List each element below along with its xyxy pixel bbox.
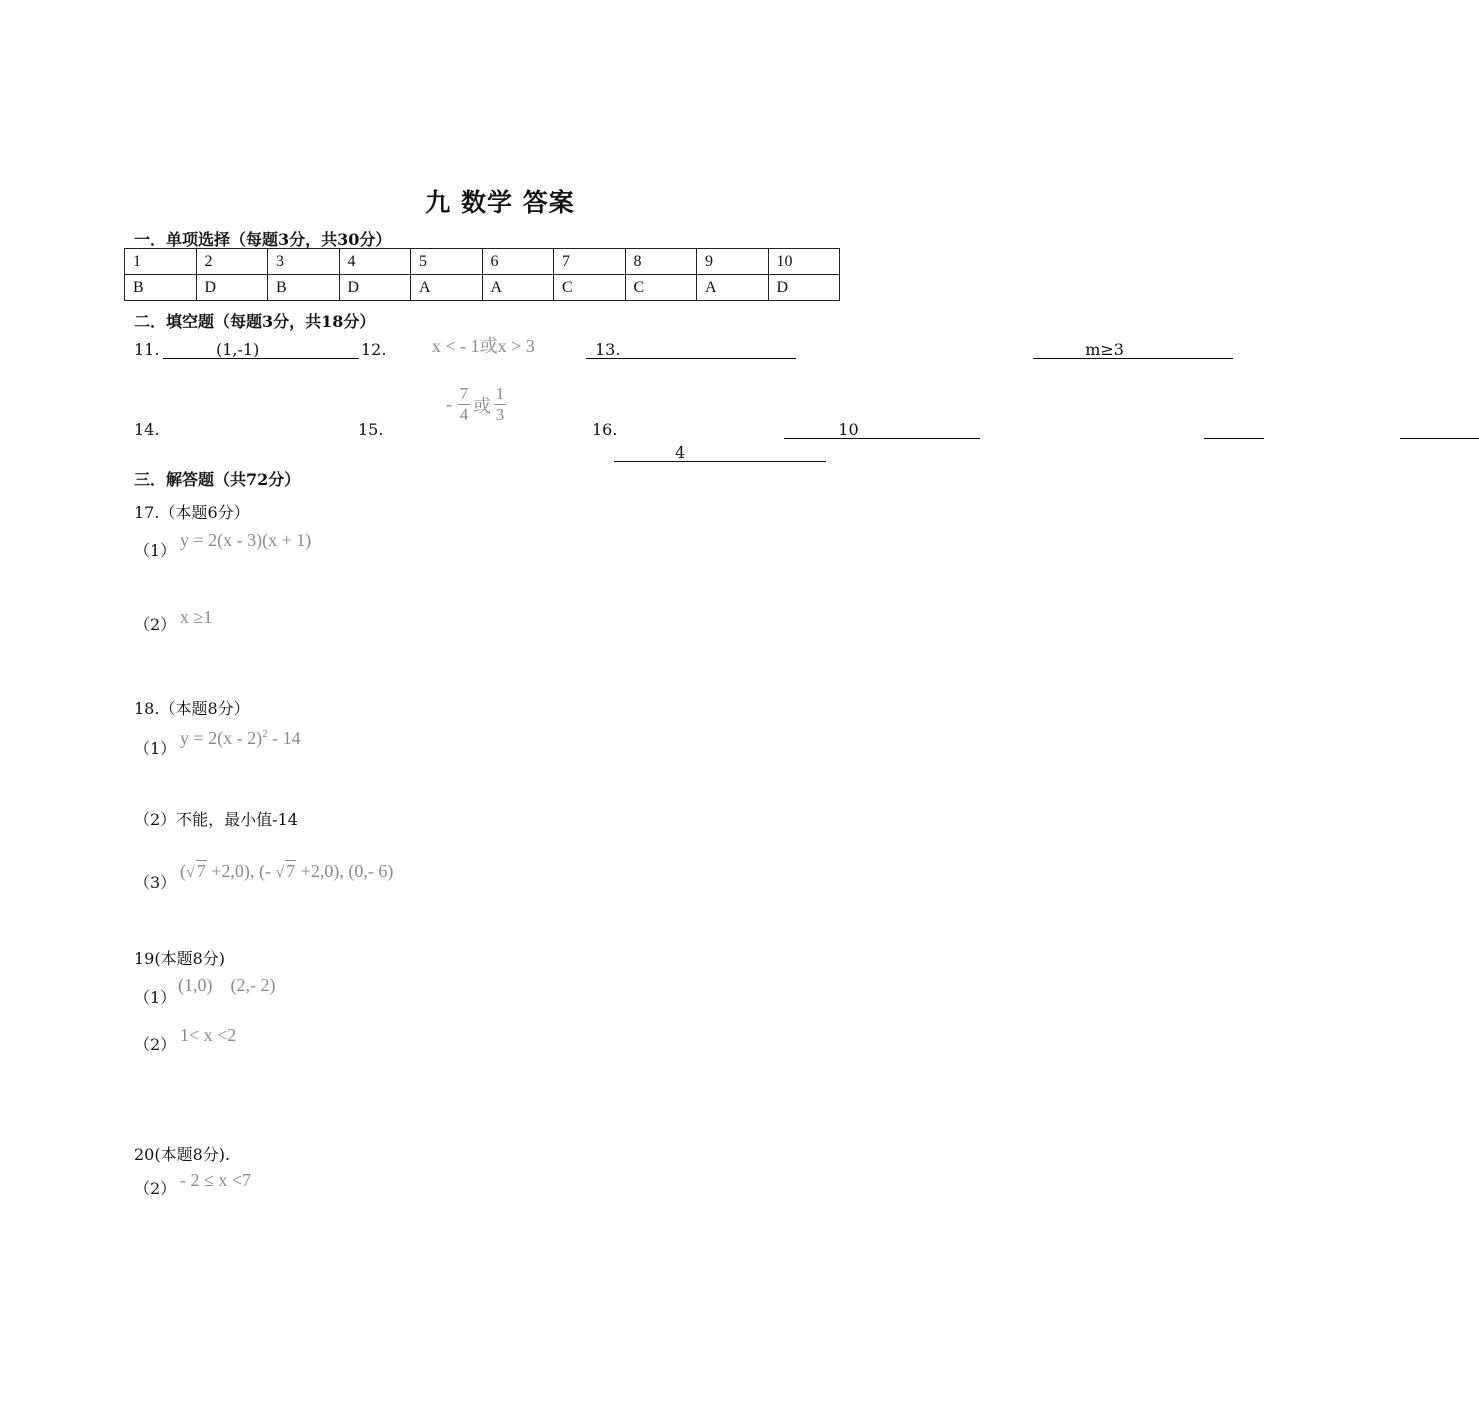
q15-answer bbox=[446, 384, 506, 425]
table-cell-number: 9 bbox=[697, 249, 769, 275]
q18-part3-b-tail: +2,0), bbox=[296, 861, 344, 881]
table-cell-answer: D bbox=[339, 275, 411, 301]
page-title: 九 数学 答案 bbox=[425, 188, 575, 217]
q18-part3-c: (0,- 6) bbox=[343, 861, 394, 881]
q12-label: 12. bbox=[361, 340, 387, 359]
section-heading-fill: 二．填空题（每题3分，共18分） bbox=[134, 312, 376, 331]
q15-or: 或 bbox=[473, 395, 491, 416]
q19-part2-label: （2） bbox=[134, 1035, 177, 1054]
q18-part3-a-tail: +2,0), bbox=[206, 861, 255, 881]
q18-part1-main: y = 2(x - 2) bbox=[180, 728, 263, 748]
q11-answer: (1,-1) bbox=[216, 340, 260, 359]
table-cell-number: 4 bbox=[339, 249, 411, 275]
q13-answer: m≥3 bbox=[1085, 340, 1124, 359]
q15-den1: 4 bbox=[459, 405, 469, 424]
table-cell-answer: D bbox=[768, 275, 840, 301]
q19-part2-answer: 1< x <2 bbox=[180, 1025, 237, 1045]
q16-blank bbox=[614, 443, 826, 462]
q15-blank-left bbox=[1204, 420, 1264, 439]
q13-label: 13. bbox=[595, 340, 621, 359]
q20-header: 20(本题8分). bbox=[134, 1145, 231, 1164]
table-row-numbers bbox=[125, 249, 840, 275]
table-cell-answer: A bbox=[411, 275, 483, 301]
table-cell-number: 6 bbox=[482, 249, 554, 275]
table-cell-answer: A bbox=[482, 275, 554, 301]
q17-part2-label: （2） bbox=[134, 615, 177, 634]
section-heading-choice: 一．单项选择（每题3分，共30分） bbox=[134, 230, 392, 249]
q18-part3-a-radicand: 7 bbox=[196, 861, 206, 881]
table-cell-number: 7 bbox=[554, 249, 626, 275]
table-row-answers bbox=[125, 275, 840, 301]
q15-neg: - bbox=[446, 394, 452, 414]
q18-part1-label: （1） bbox=[134, 739, 177, 758]
q18-part1-exp: 2 bbox=[262, 728, 268, 740]
q11-label: 11. bbox=[134, 340, 160, 359]
q15-num2: 1 bbox=[495, 384, 505, 403]
q15-label: 15. bbox=[358, 420, 384, 439]
q15-den2: 3 bbox=[495, 405, 505, 424]
table-cell-answer: C bbox=[554, 275, 626, 301]
choice-answer-table bbox=[124, 248, 840, 301]
q14-answer: 10 bbox=[838, 420, 859, 439]
table-cell-answer: B bbox=[125, 275, 197, 301]
q11-blank bbox=[163, 340, 359, 359]
table-cell-answer: C bbox=[625, 275, 697, 301]
q18-part3-label: （3） bbox=[134, 873, 177, 892]
q17-part2-answer: x ≥1 bbox=[180, 607, 213, 627]
q17-header: 17.（本题6分） bbox=[134, 503, 250, 522]
q16-answer: 4 bbox=[675, 443, 686, 462]
q15-blank-right bbox=[1400, 420, 1479, 439]
q13-blank bbox=[1033, 340, 1233, 359]
radical-icon: √ bbox=[186, 864, 195, 881]
q20-part2-answer: - 2 ≤ x <7 bbox=[180, 1170, 252, 1190]
q18-part2-text: （2）不能，最小值-14 bbox=[134, 810, 298, 829]
q18-part3-b-radicand: 7 bbox=[286, 861, 296, 881]
table-cell-answer: A bbox=[697, 275, 769, 301]
table-cell-number: 1 bbox=[125, 249, 197, 275]
q18-part3-b-open: (- bbox=[254, 861, 276, 881]
table-cell-answer: B bbox=[268, 275, 340, 301]
table-cell-answer: D bbox=[196, 275, 268, 301]
table-cell-number: 5 bbox=[411, 249, 483, 275]
table-cell-number: 2 bbox=[196, 249, 268, 275]
q18-part1-answer bbox=[180, 728, 301, 749]
table-cell-number: 3 bbox=[268, 249, 340, 275]
q19-part1-answer: (1,0) (2,- 2) bbox=[178, 975, 276, 995]
q18-part3-answer bbox=[180, 860, 393, 882]
table-cell-number: 8 bbox=[625, 249, 697, 275]
q15-fraction-1 bbox=[458, 384, 470, 425]
q16-label: 16. bbox=[592, 420, 618, 439]
q14-blank bbox=[784, 420, 980, 439]
q19-header: 19(本题8分) bbox=[134, 949, 226, 968]
radical-icon: √ bbox=[275, 864, 285, 881]
q18-part3-a-open: ( bbox=[180, 861, 186, 881]
q15-fraction-2 bbox=[494, 384, 506, 425]
table-cell-number: 10 bbox=[768, 249, 840, 275]
q18-part1-tail: - 14 bbox=[267, 728, 301, 748]
q17-part1-answer: y = 2(x - 3)(x + 1) bbox=[180, 530, 312, 550]
q20-part2-label: （2） bbox=[134, 1179, 177, 1198]
q19-part1-label: （1） bbox=[134, 988, 177, 1007]
section-heading-solve: 三．解答题（共72分） bbox=[134, 470, 301, 489]
q14-label: 14. bbox=[134, 420, 160, 439]
q18-header: 18.（本题8分） bbox=[134, 699, 250, 718]
q17-part1-label: （1） bbox=[134, 541, 177, 560]
q15-num1: 7 bbox=[459, 384, 469, 403]
q12-answer: x < - 1或x > 3 bbox=[430, 332, 537, 358]
